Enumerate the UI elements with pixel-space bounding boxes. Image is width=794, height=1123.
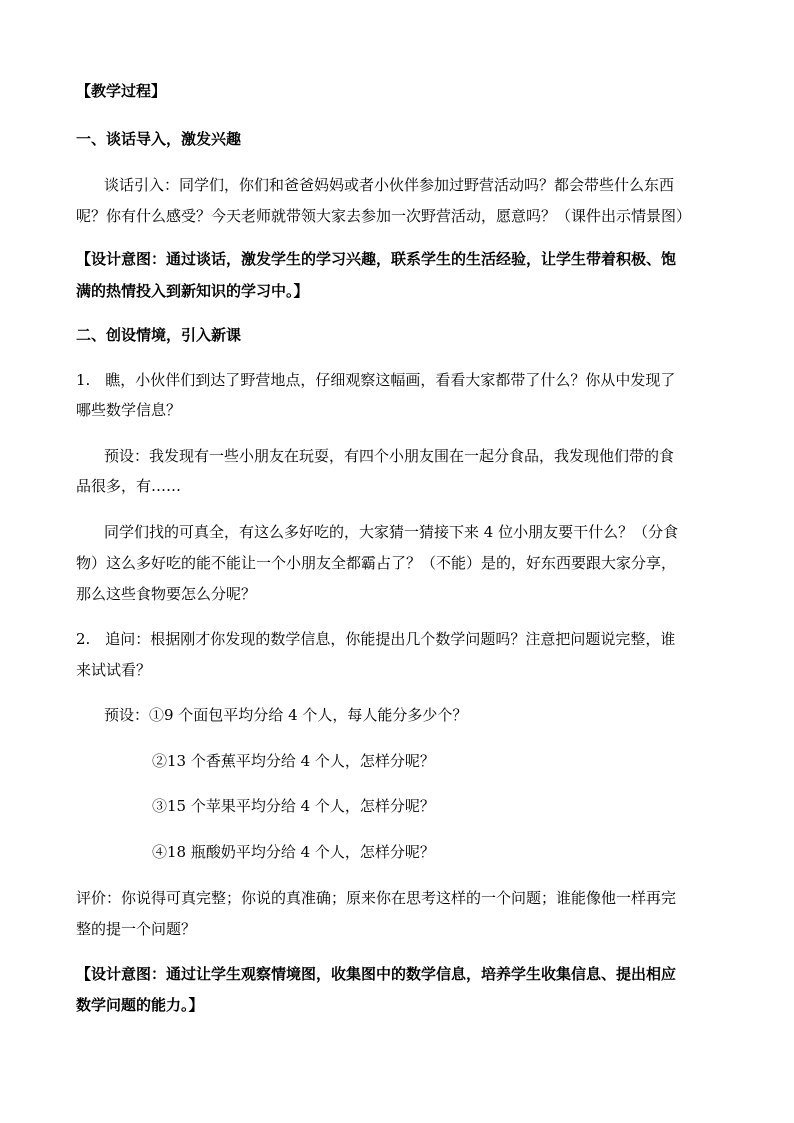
section2-item1-line1: 1. 瞧，小伙伴们到达了野营地点，仔细观察这幅画，看看大家都带了什么？你从中发现了 [76, 371, 676, 389]
section2-design-line2: 数学问题的能力。】 [76, 996, 204, 1014]
section1-intro-line2: 呢？你有什么感受？今天老师就带领大家去参加一次野营活动，愿意吗？（课件出示情景图） [76, 207, 692, 225]
section2-item2-line1: 2. 追问：根据刚才你发现的数学信息，你能提出几个数学问题吗？注意把问题说完整，谁 [76, 630, 676, 648]
section2-eval-line2: 整的提一个问题？ [76, 920, 197, 938]
section2-preset1-line2: 品很多，有…… [76, 477, 182, 495]
section2-eval-line1: 评价：你说得可真完整；你说的真准确；原来你在思考这样的一个问题；谁能像他一样再完 [76, 889, 677, 907]
teaching-process-heading: 【教学过程】 [76, 82, 167, 100]
section1-title: 一、谈话导入，激发兴趣 [76, 130, 242, 148]
section2-title: 二、创设情境，引入新课 [76, 326, 242, 344]
section2-para-line1: 同学们找的可真全，有这么多好吃的，大家猜一猜接下来 4 位小朋友要干什么？（分食 [104, 523, 679, 541]
section2-preset2-q3: ③15 个苹果平均分给 4 个人，怎样分呢？ [152, 797, 435, 815]
section2-para-line3: 那么这些食物要怎么分呢？ [76, 585, 257, 603]
section2-para-line2: 物）这么多好吃的能不能让一个小朋友全都霸占了？（不能）是的，好东西要跟大家分享， [76, 554, 677, 572]
section2-item1-line2: 哪些数学信息？ [76, 401, 182, 419]
section2-preset1-line1: 预设：我发现有一些小朋友在玩耍，有四个小朋友围在一起分食品，我发现他们带的食 [104, 447, 675, 465]
section1-design-line1: 【设计意图：通过谈话，激发学生的学习兴趣，联系学生的生活经验，让学生带着积极、饱 [76, 250, 677, 268]
section2-preset2-q1: 预设：①9 个面包平均分给 4 个人，每人能分多少个？ [104, 706, 468, 724]
section2-preset2-q2: ②13 个香蕉平均分给 4 个人，怎样分呢？ [152, 752, 435, 770]
section1-intro-line1: 谈话引入：同学们，你们和爸爸妈妈或者小伙伴参加过野营活动吗？都会带些什么东西 [104, 176, 675, 194]
section2-item2-line2: 来试试看？ [76, 661, 152, 679]
section2-design-line1: 【设计意图：通过让学生观察情境图，收集图中的数学信息，培养学生收集信息、提出相应 [76, 965, 677, 983]
section2-preset2-q4: ④18 瓶酸奶平均分给 4 个人，怎样分呢？ [152, 843, 435, 861]
section1-design-line2: 满的热情投入到新知识的学习中。】 [76, 282, 309, 300]
